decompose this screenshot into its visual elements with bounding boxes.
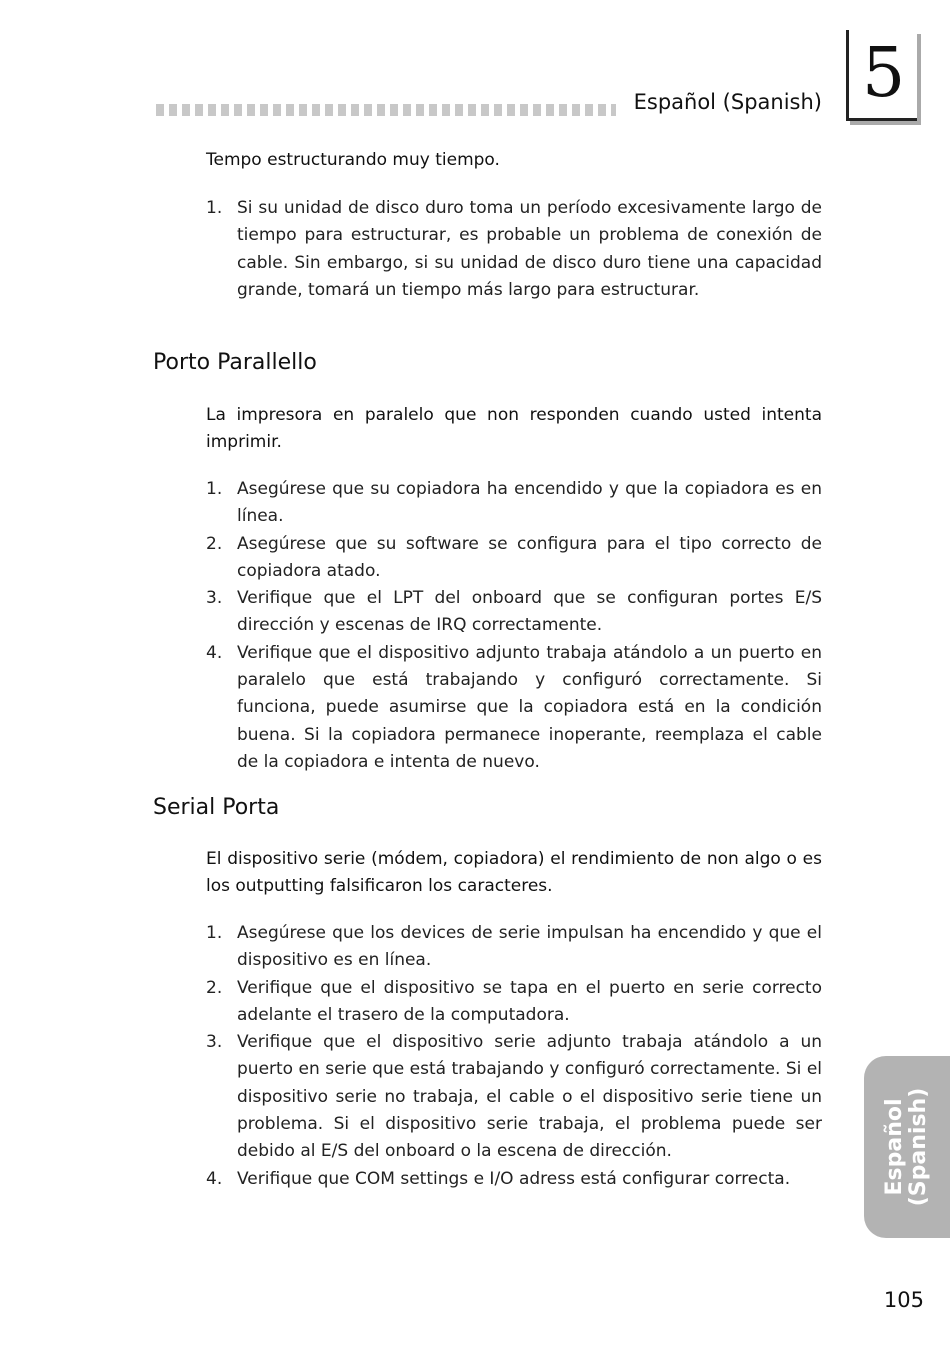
- list-item: [206, 920, 822, 975]
- list-item: [206, 195, 822, 304]
- list-item: [206, 640, 822, 776]
- item-number: 1.: [206, 198, 223, 218]
- header-dotted-rule: [156, 104, 616, 116]
- chapter-title: Español (Spanish): [633, 90, 822, 114]
- item-number: 3.: [206, 588, 223, 609]
- list-item: [206, 1029, 822, 1165]
- item-number: 1.: [206, 479, 223, 499]
- item-number: 2.: [206, 533, 223, 554]
- item-number: 1.: [206, 923, 223, 943]
- list-item: [206, 1166, 822, 1193]
- item-text: Asegúrese que los devices de serie impulsan ha encendido y que el dispositivo es en línea.: [237, 923, 822, 971]
- step-list: [206, 920, 822, 1193]
- section-subtitle: Tempo estructurando muy tiempo.: [206, 150, 500, 170]
- list-item: [206, 975, 822, 1030]
- section-subtitle: El dispositivo serie (módem, copiadora) el rendimiento de non algo o es los outputting falsificaron los caracteres.: [206, 849, 822, 896]
- item-text: Verifique que el LPT del onboard que se configuran portes E/S dirección y escenas de IRQ correctamente.: [237, 588, 822, 636]
- item-number: 3.: [206, 1032, 223, 1053]
- item-text: Verifique que el dispositivo adjunto trabaja atándolo a un puerto en paralelo que está trabajando y configuró correctamente. Si funciona, puede asumirse que la copiadora está en la condición buena. Si la copiadora permanece inoperante, reemplaza el cable de la copiadora e intenta de nuevo.: [237, 642, 822, 772]
- list-item: [206, 585, 822, 640]
- item-number: 4.: [206, 642, 223, 663]
- item-text: Asegúrese que su copiadora ha encendido y que la copiadora es en línea.: [237, 479, 822, 527]
- step-list: [206, 476, 822, 776]
- item-text: Asegúrese que su software se configura para el tipo correcto de copiadora atado.: [237, 533, 822, 581]
- section-subtitle: La impresora en paralelo que non responden cuando usted intenta imprimir.: [206, 405, 822, 452]
- item-number: 2.: [206, 977, 223, 998]
- item-text: Si su unidad de disco duro toma un período excesivamente largo de tiempo para estructurar, es probable un problema de conexión de cable. Sin embargo, si su unidad de disco duro tiene una capacidad grande, tomará un tiempo más largo para estructurar.: [237, 198, 822, 300]
- chapter-number: 5: [862, 34, 906, 113]
- language-side-tab-label: [883, 1088, 931, 1207]
- step-list: [206, 195, 822, 304]
- list-item: [206, 476, 822, 531]
- item-text: Verifique que el dispositivo se tapa en el puerto en serie correcto adelante el trasero de la computadora.: [237, 977, 822, 1025]
- item-text: Verifique que COM settings e I/O adress está configurar correcta.: [237, 1168, 791, 1189]
- section-heading: Serial Porta: [153, 795, 280, 820]
- item-number: 4.: [206, 1168, 223, 1189]
- side-tab-line-1: Español: [882, 1098, 907, 1196]
- section-heading: Porto Parallello: [153, 350, 317, 375]
- language-side-tab: [864, 1056, 950, 1238]
- item-text: Verifique que el dispositivo serie adjunto trabaja atándolo a un puerto en serie que está trabajando y configuró correctamente. Si el dispositivo serie no trabaja, el cable o el dispositivo serie tiene un problema. Si el dispositivo serie trabaja, el problema puede ser debido al E/S del onboard o la escena de dirección.: [237, 1032, 822, 1162]
- page-number: 105: [883, 1288, 924, 1312]
- side-tab-line-2: (Spanish): [906, 1087, 931, 1207]
- list-item: [206, 531, 822, 586]
